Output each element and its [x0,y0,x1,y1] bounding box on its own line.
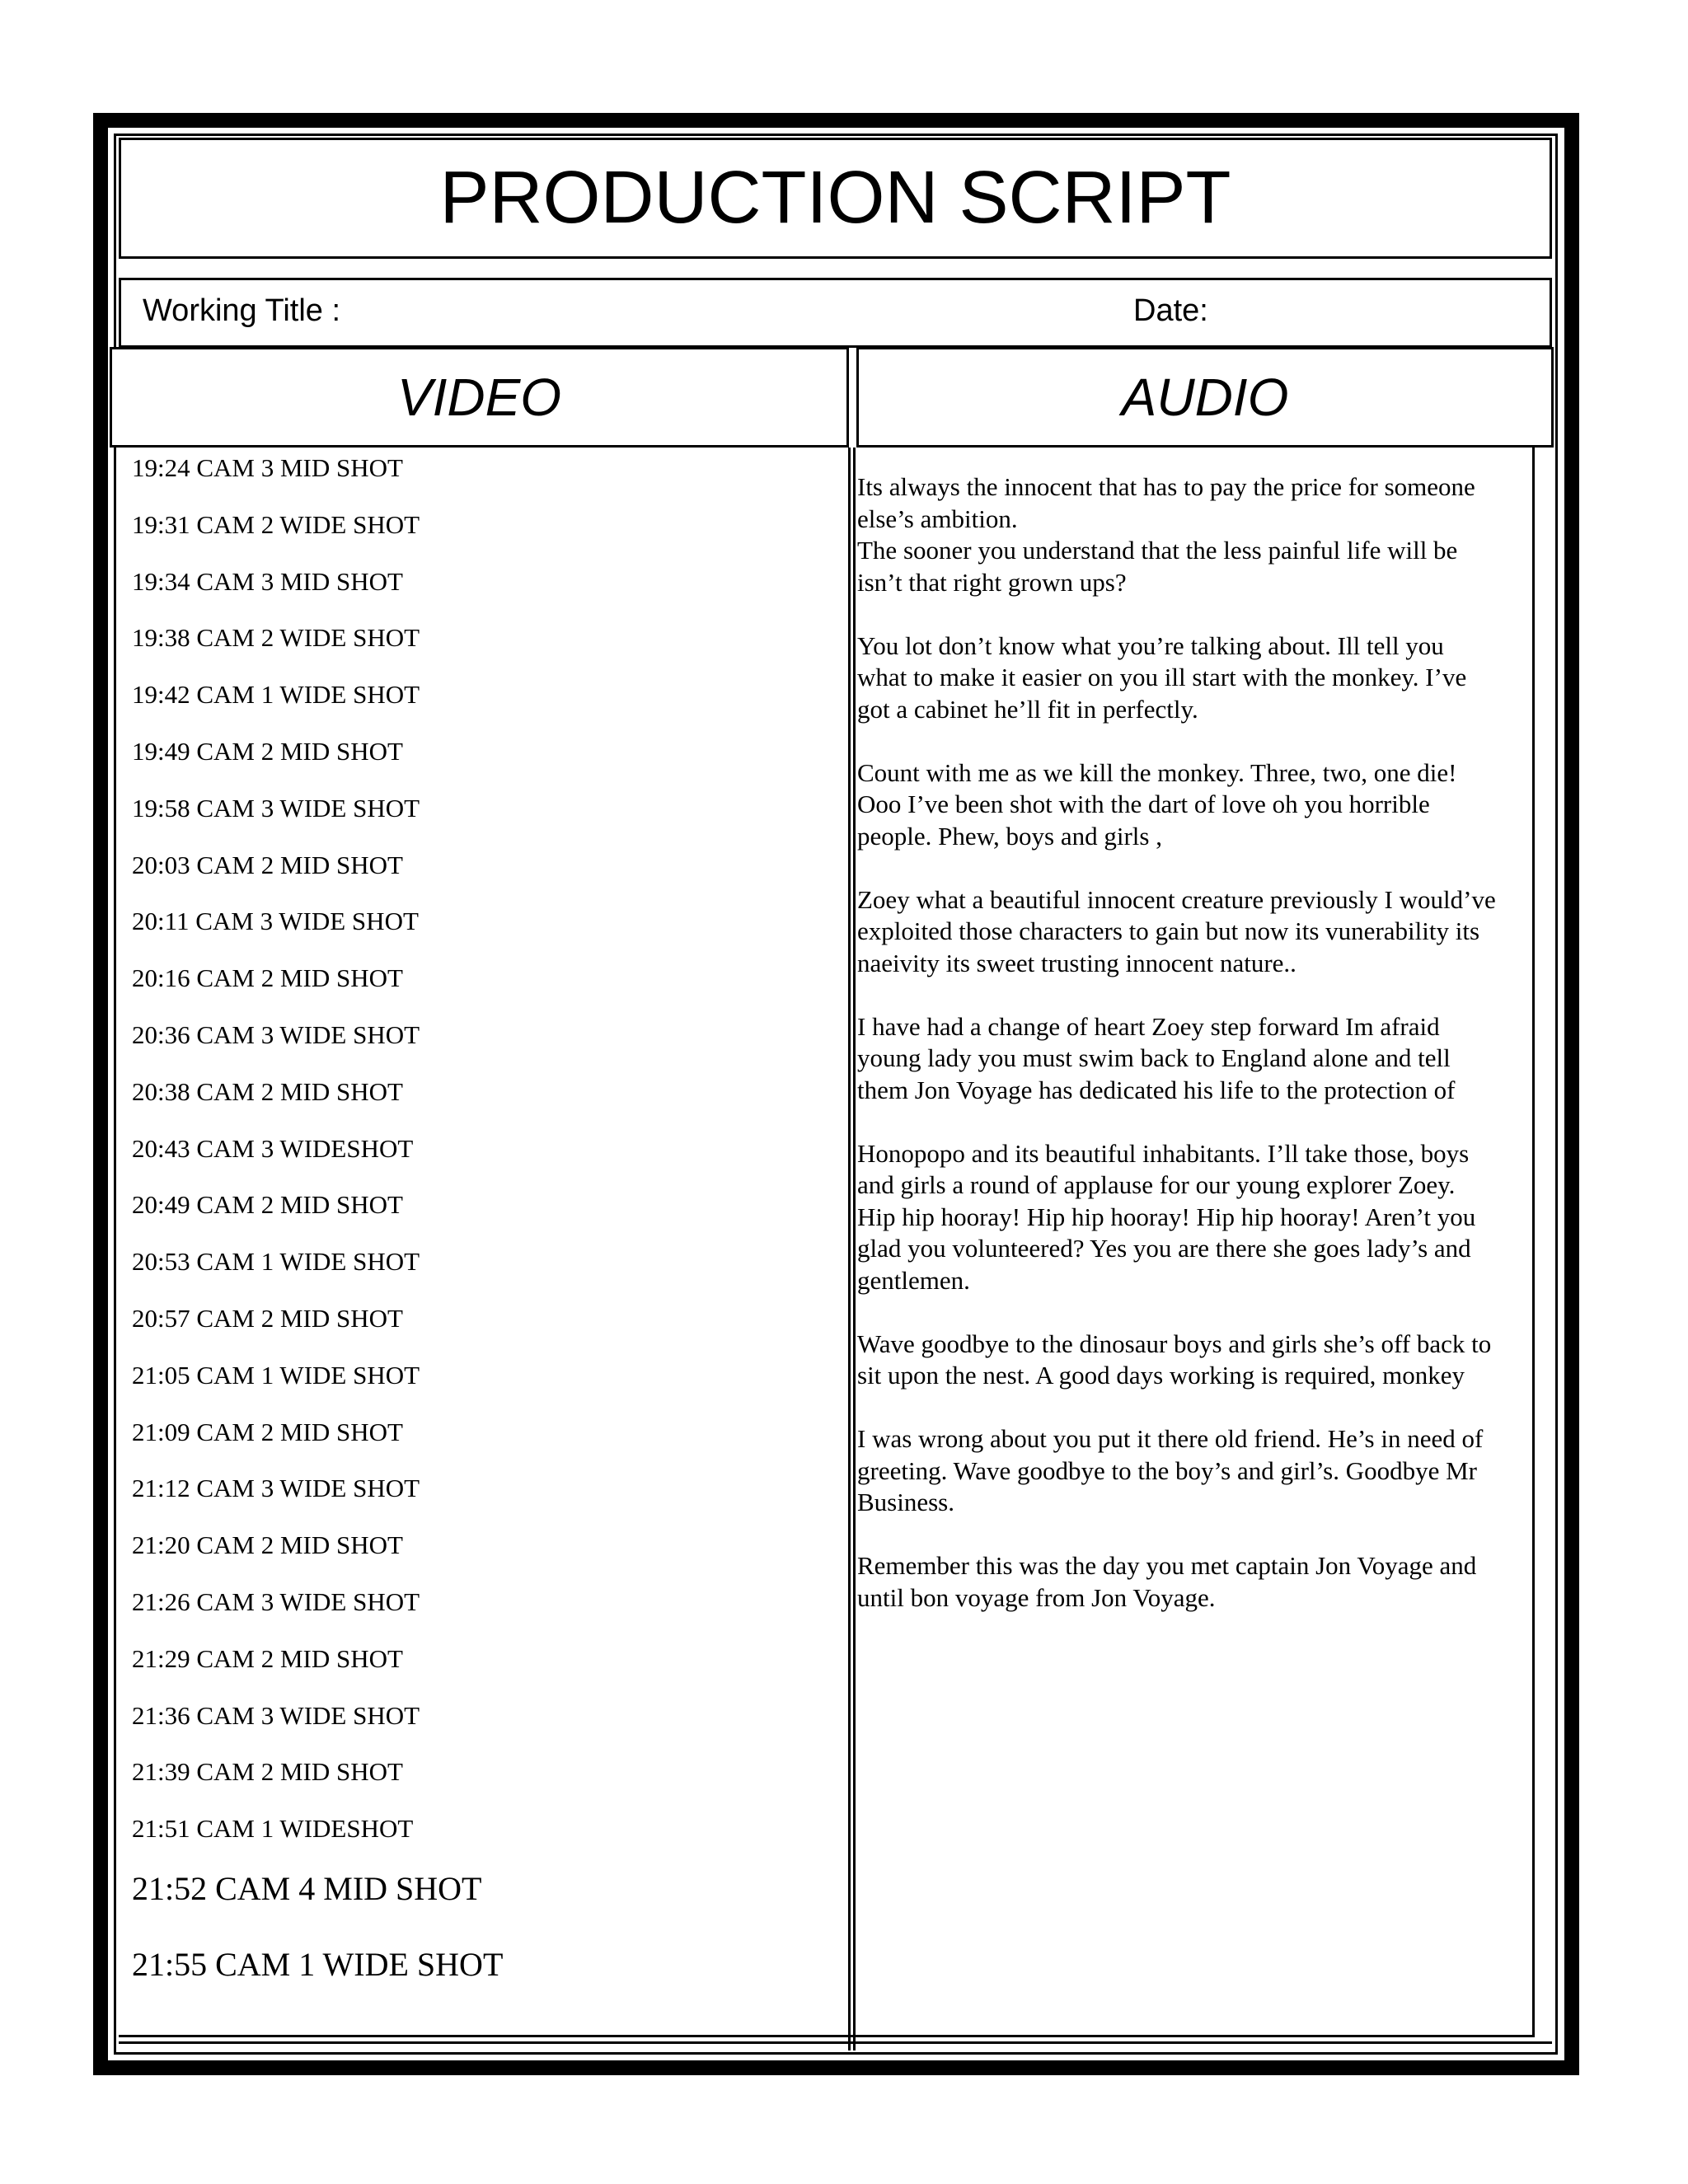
video-shot-item: 20:36 CAM 3 WIDE SHOT [132,1020,420,1049]
video-shot-item: 21:20 CAM 2 MID SHOT [132,1530,403,1560]
audio-column-left-border [853,448,856,2050]
title-date-row [119,278,1552,348]
audio-script [857,471,1550,1646]
table-bottom-border-2 [119,2041,1552,2044]
video-shot-item: 21:36 CAM 3 WIDE SHOT [132,1700,420,1730]
video-shot-item: 20:57 CAM 2 MID SHOT [132,1304,403,1333]
audio-paragraph: Remember this was the day you met captain Jon Voyage and until bon voyage from Jon Voyage. [857,1551,1477,1612]
video-shot-item: 20:11 CAM 3 WIDE SHOT [132,907,419,936]
date-label: Date: [1133,293,1208,328]
video-shot-item: 19:58 CAM 3 WIDE SHOT [132,793,420,823]
video-shot-item: 21:12 CAM 3 WIDE SHOT [132,1474,420,1503]
video-shot-item: 20:43 CAM 3 WIDESHOT [132,1133,414,1163]
video-shot-item: 21:29 CAM 2 MID SHOT [132,1643,403,1673]
video-shot-item: 21:09 CAM 2 MID SHOT [132,1417,403,1446]
video-shot-item: 21:52 CAM 4 MID SHOT [132,1870,482,1908]
video-shot-item: 19:24 CAM 3 MID SHOT [132,453,403,482]
video-shot-item: 20:53 CAM 1 WIDE SHOT [132,1247,420,1277]
working-title-label: Working Title : [143,293,341,328]
video-shot-item: 19:42 CAM 1 WIDE SHOT [132,680,420,710]
audio-paragraph: Count with me as we kill the monkey. Three, two, one die! Ooo I’ve been shot with the dart of love oh you horrible people. Phew, boys and girls , [857,757,1457,851]
video-shot-item: 19:49 CAM 2 MID SHOT [132,737,403,766]
video-shot-item: 20:38 CAM 2 MID SHOT [132,1076,403,1106]
video-heading: VIDEO [110,347,849,448]
video-shot-item: 19:34 CAM 3 MID SHOT [132,566,403,596]
video-shot-item: 19:31 CAM 2 WIDE SHOT [132,509,420,539]
video-shot-item: 19:38 CAM 2 WIDE SHOT [132,623,420,653]
video-shot-item: 20:03 CAM 2 MID SHOT [132,850,403,879]
video-column-right-border [848,448,851,2050]
video-shot-item: 21:05 CAM 1 WIDE SHOT [132,1360,420,1390]
audio-paragraph: I have had a change of heart Zoey step forward Im afraid young lady you must swim back to England alone and tell them Jon Voyage has dedicated his life to the protection of [857,1011,1456,1104]
audio-paragraph: Wave goodbye to the dinosaur boys and girls she’s off back to sit upon the nest. A good days working is required, monkey [857,1329,1492,1390]
video-shot-item: 21:39 CAM 2 MID SHOT [132,1757,403,1787]
audio-paragraph: I was wrong about you put it there old friend. He’s in need of greeting. Wave goodbye to the boy’s and girl’s. Goodbye Mr Business. [857,1424,1484,1516]
audio-paragraph: Its always the innocent that has to pay the price for someone else’s ambition. The sooner you understand that the less painful life will be isn’t that right grown ups? [857,472,1475,597]
table-bottom-border [119,2035,1535,2037]
video-shot-item: 21:26 CAM 3 WIDE SHOT [132,1587,420,1616]
audio-paragraph: Honopopo and its beautiful inhabitants. I’ll take those, boys and girls a round of applause for our young explorer Zoey. Hip hip hooray! Hip hip hooray! Hip hip hooray! Aren’t you glad you volunteered? Yes you are there she goes lady’s and gentlemen. [857,1138,1476,1295]
video-shot-item: 20:16 CAM 2 MID SHOT [132,963,403,993]
video-shot-item: 21:51 CAM 1 WIDESHOT [132,1814,414,1844]
audio-paragraph: You lot don’t know what you’re talking about. Ill tell you what to make it easier on you ill start with the monkey. I’ve got a cabinet he’ll fit in perfectly. [857,630,1467,724]
video-shot-item: 21:55 CAM 1 WIDE SHOT [132,1946,504,1984]
video-shot-item: 20:49 CAM 2 MID SHOT [132,1190,403,1220]
audio-paragraph: Zoey what a beautiful innocent creature previously I would’ve exploited those characters to gain but now its vunerability its naeivity its sweet trusting innocent nature.. [857,884,1496,977]
page-title: PRODUCTION SCRIPT [119,138,1552,259]
audio-heading: AUDIO [856,347,1554,448]
